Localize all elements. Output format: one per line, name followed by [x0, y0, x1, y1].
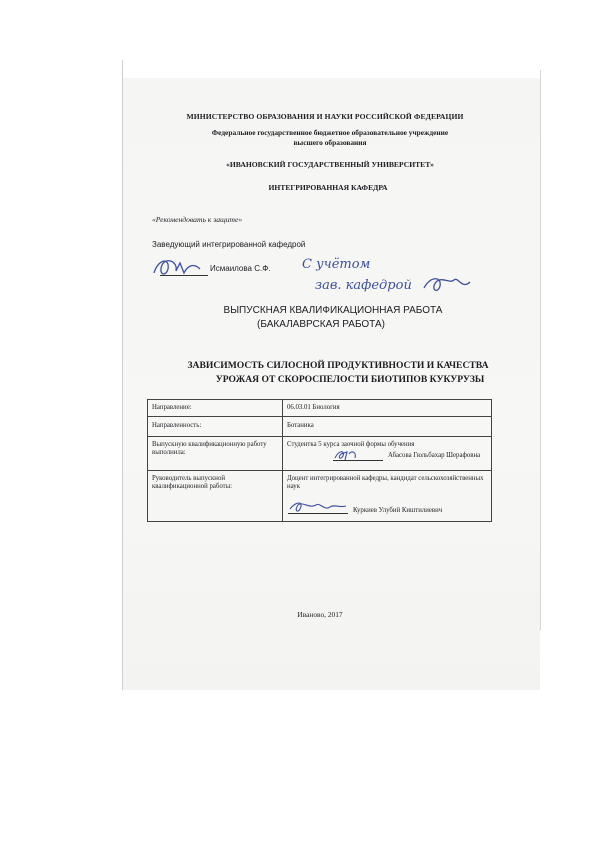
- info-table: [147, 399, 492, 522]
- row-label: Выпускную квалификационную работу выполнила:: [152, 441, 267, 457]
- university-name: «ИВАНОВСКИЙ ГОСУДАРСТВЕННЫЙ УНИВЕРСИТЕТ»: [226, 160, 434, 169]
- row-label: Направленность:: [152, 422, 202, 429]
- ministry-header: МИНИСТЕРСТВО ОБРАЗОВАНИЯ И НАУКИ РОССИЙСКОЙ ФЕДЕРАЦИИ: [186, 112, 464, 121]
- scan-edge-right: [540, 70, 541, 630]
- table-row: [148, 437, 491, 471]
- table-row: [148, 417, 491, 437]
- thesis-title-line-2: УРОЖАЯ ОТ СКОРОСПЕЛОСТИ БИОТИПОВ КУКУРУЗЫ: [215, 374, 485, 385]
- work-type-line-2: (БАКАЛАВРСКАЯ РАБОТА): [257, 319, 385, 330]
- handwritten-signature-icon: [420, 272, 476, 298]
- supervisor-signature-icon: [288, 499, 348, 517]
- student-signature-line: [333, 460, 383, 461]
- row-value: Ботаника: [287, 422, 314, 429]
- row-value: 06.03.01 Биология: [287, 404, 340, 411]
- supervisor-signature-line: [288, 513, 348, 514]
- row-label: Направление:: [152, 404, 192, 411]
- city-year: Иваново, 2017: [297, 610, 343, 619]
- student-name: Абасова Гюльбахар Шерафовна: [388, 452, 481, 459]
- table-row: [148, 471, 491, 523]
- head-signature-icon: [150, 255, 210, 281]
- institution-line-1: Федеральное государственное бюджетное образовательное учреждение: [211, 128, 449, 137]
- row-value: Студентка 5 курса заочной формы обучения: [287, 441, 415, 448]
- head-name: Исмаилова С.Ф.: [210, 264, 271, 273]
- handwritten-note-line-2: зав. кафедрой: [315, 278, 412, 293]
- department-name: ИНТЕГРИРОВАННАЯ КАФЕДРА: [268, 183, 388, 192]
- supervisor-name: Куркиев Улубий Киштилиевич: [353, 507, 443, 514]
- table-row: [148, 400, 491, 417]
- work-type-line-1: ВЫПУСКНАЯ КВАЛИФИКАЦИОННАЯ РАБОТА: [223, 305, 443, 316]
- handwritten-note-line-1: С учётом: [302, 257, 371, 272]
- scan-edge-left: [122, 60, 123, 690]
- institution-line-2: высшего образования: [293, 138, 367, 147]
- row-label: Руководитель выпускной квалификационной работы:: [152, 475, 233, 491]
- thesis-title-line-1: ЗАВИСИМОСТЬ СИЛОСНОЙ ПРОДУКТИВНОСТИ И КАЧЕСТВА: [187, 360, 489, 371]
- recommend-text: «Рекомендовать к защите»: [152, 215, 243, 224]
- row-value: Доцент интегрированной кафедры, кандидат сельскохозяйственных наук: [287, 475, 484, 491]
- head-signature-line: [160, 275, 208, 276]
- head-of-department: Заведующий интегрированной кафедрой: [152, 240, 306, 249]
